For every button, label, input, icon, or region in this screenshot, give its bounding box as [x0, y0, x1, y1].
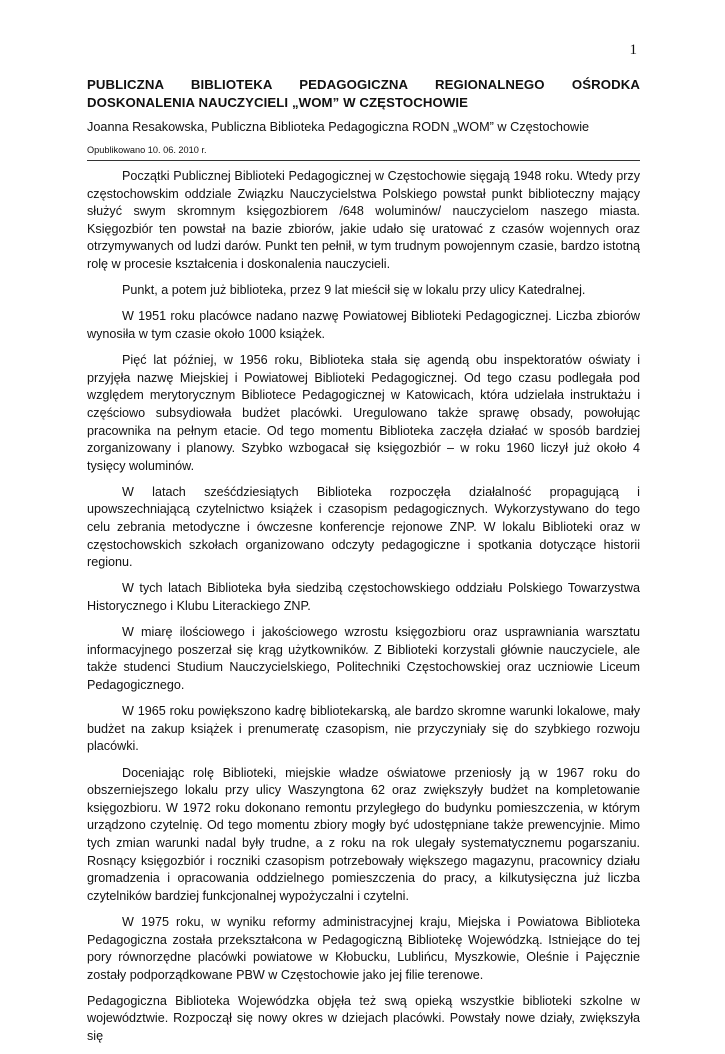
paragraph: W latach sześćdziesiątych Biblioteka rozpoczęła działalność propagującą i upowszechniającą czytelnictwo książek i czasopism pedagogicznych. Wykorzystywano do tego celu zebrania metodyczne i ówczesne konferencje rejonowe ZNP. W lokalu Biblioteki oraz w częstochowskich szkołach organizowano odczyty pedagogiczne i spotkania dotyczące historii regionu. — [87, 484, 640, 570]
paragraph: Punkt, a potem już biblioteka, przez 9 lat mieścił się w lokalu przy ulicy Katedralnej. — [122, 283, 586, 298]
article-text — [87, 168, 640, 1046]
publication-date: Opublikowano 10. 06. 2010 r. — [87, 145, 207, 155]
author-line: Joanna Resakowska, Publiczna Biblioteka Pedagogiczna RODN „WOM” w Częstochowie — [87, 120, 590, 134]
paragraph: Pięć lat później, w 1956 roku, Biblioteka stała się agendą obu inspektoratów oświaty i przyjęła nazwę Miejskiej i Powiatowej Biblioteki Pedagogicznej. Od tego czasu podlegała pod względem merytorycznym Bibliotece Pedagogicznej w Katowicach, która udzielała instruktażu i częściowo subsydiowała budżet placówki. Uregulowano także sprawę obsady, powołując pracownika na pełnym etacie. Od tego momentu Biblioteka zaczęła działać w sposób bardziej zorganizowany i planowy. Szybko wzbogacał się księgozbiór – w roku 1960 liczył już około 4 tysięcy woluminów. — [87, 353, 640, 473]
paragraph: W 1951 roku placówce nadano nazwę Powiatowej Biblioteki Pedagogicznej. Liczba zbiorów wynosiła w tym czasie około 1000 książek. — [87, 309, 640, 341]
paragraph: W 1965 roku powiększono kadrę bibliotekarską, ale bardzo skromne warunki lokalowe, mały budżet na zakup książek i prenumeratę czasopism, nie przyczyniały się do szybkiego rozwoju placówki. — [87, 704, 640, 754]
paragraph: W 1975 roku, w wyniku reformy administracyjnej kraju, Miejska i Powiatowa Biblioteka Pedagogiczna została przekształcona w Pedagogiczną Bibliotekę Wojewódzką. Istniejące do tej pory równorzędne placówki powiatowe w Kłobucku, Lublińcu, Myszkowie, Oleśnie i Pajęcznie zostały podporządkowane PBW w Częstochowie jako jej filie terenowe. — [87, 914, 640, 982]
document-body — [87, 76, 640, 1054]
paragraph: Początki Publicznej Biblioteki Pedagogicznej w Częstochowie sięgają 1948 roku. Wtedy przy częstochowskim oddziale Związku Nauczycielstwa Polskiego powstał punkt biblioteczny mający służyć swym skromnym księgozbiorem /648 woluminów/ nauczycielom naszego miasta. Księgozbiór ten powstał na bazie zbiorów, jakie udało się uratować z czasów wojennych oraz otrzymywanych od ludzi darów. Punkt ten pełnił, w tym trudnym powojennym czasie, bardzo istotną rolę w procesie kształcenia i doskonalenia nauczycieli. — [87, 169, 640, 271]
header-divider — [87, 160, 640, 161]
paragraph: Pedagogiczna Biblioteka Wojewódzka objęła też swą opieką wszystkie biblioteki szkolne w województwie. Rozpoczął się nowy okres w dziejach placówki. Powstały nowe działy, zwiększyła się — [87, 993, 640, 1044]
page-number: 1 — [629, 42, 637, 58]
document-title: PUBLICZNA BIBLIOTEKA PEDAGOGICZNA REGIONALNEGO OŚRODKA DOSKONALENIA NAUCZYCIELI „WOM” W CZĘSTOCHOWIE — [87, 77, 640, 110]
paragraph: W tych latach Biblioteka była siedzibą częstochowskiego oddziału Polskiego Towarzystwa Historycznego i Klubu Literackiego ZNP. — [87, 581, 640, 614]
paragraph: Doceniając rolę Biblioteki, miejskie władze oświatowe przeniosły ją w 1967 roku do obszerniejszego lokalu przy ulicy Waszyngtona 62 oraz zwiększyły budżet na kompletowanie księgozbioru. W 1972 roku dokonano remontu przyległego do budynku pomieszczenia, w którym urządzono czytelnię. Od tego momentu zbiory mogły być udostępniane także prewencyjnie. Mimo tych zmian warunki nadal były trudne, a z roku na rok ulegały systematycznemu pogarszaniu. Rosnący księgozbiór i roczniki czasopism potrzebowały większego magazynu, pracownicy działu gromadzenia i opracowania oddzielnego pomieszczenia do pracy, a kilkutysięczna już liczba czytelników bardziej funkcjonalnej wypożyczalni i czytelni. — [87, 765, 640, 903]
paragraph: W miarę ilościowego i jakościowego wzrostu księgozbioru oraz usprawniania warsztatu informacyjnego poszerzał się krąg użytkowników. Z Biblioteki korzystali głównie nauczyciele, ale także studenci Studium Nauczycielskiego, Politechniki Częstochowskiej oraz uczniowie Liceum Pedagogicznego. — [87, 625, 640, 692]
